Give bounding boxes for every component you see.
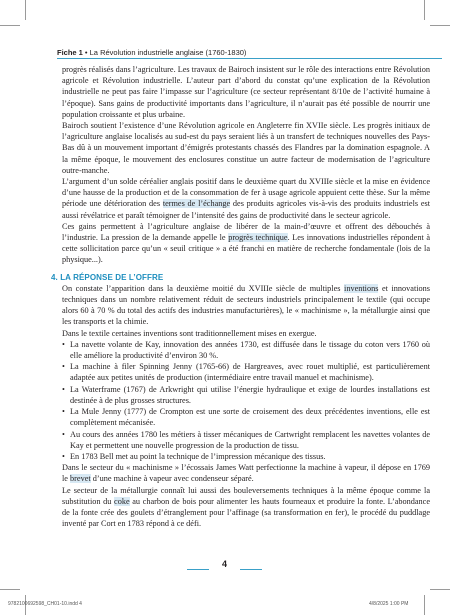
header-rule (57, 58, 442, 59)
crop-mark (424, 0, 425, 20)
page-number-rule-right (240, 569, 262, 570)
crop-mark (430, 25, 450, 26)
text-run: Ces gains permettent à l’agriculture anglaise de libérer de la main-d’œuvre et offrent des débouchés à l’industrie. La pression de la demande appelle le (62, 221, 430, 243)
paragraph: Dans le textile certaines inventions sont traditionnellement mises en exergue. (62, 328, 317, 338)
text-run: et innovations techniques dans un nombre relativement réduit de secteurs industriels principalement le textile (qui occupe alors 60 à 70 % du total des actifs des industries manufacturières), le « machinisme », la métallurgie ainsi que les transports et la chimie. (62, 283, 431, 327)
running-header (57, 48, 437, 57)
text-run: On constate l’apparition dans la deuxième moitié du XVIIIe siècle de multiples (62, 283, 345, 293)
section-title: 4. LA RÉPONSE DE L’OFFRE (51, 272, 164, 282)
glossary-term-highlight: coke (114, 496, 130, 506)
paragraph (62, 485, 430, 530)
text-run: L’argument d’un solde céréalier anglais positif dans le deuxième quart du XVIIIe siècle et la mise en évidence d’une hausse de la production et de la consommation de fer à usage agricole appuient cette thèse. Sur la même période une détérioration des (62, 177, 430, 209)
print-slug-file: 9782100692598_CH01-10.indd 4 (8, 601, 82, 607)
page-number-rule-left (187, 569, 209, 570)
text-run: Le secteur de la métallurgie connaît lui aussi des bouleversements techniques à la même époque comme la substitution du (62, 485, 430, 506)
text-run: d’une machine à vapeur avec condenseur séparé. (90, 474, 254, 484)
crop-mark (0, 25, 20, 26)
text-run: Dans le secteur du « machinisme » l’écossais James Watt perfectionne la machine à vapeur, il dépose en 1769 le (62, 463, 430, 484)
paragraph (62, 221, 430, 266)
glossary-term-highlight: progrès technique (228, 233, 288, 243)
bullet-list (62, 339, 430, 462)
text-run: des produits agricoles vis-à-vis des produits industriels est aussi révélatrice et paraît témoigner de l’intensité des gains de productivité dans le secteur agricole. (62, 199, 431, 220)
paragraph: Bairoch soutient l’existence d’une Révolution agricole en Angleterre fin XVIIe siècle. Les progrès initiaux de l’agriculture anglaise localisés au sud-est du pays seraient liés à un transfert de techniques nouvelles des Pays-Bas dû à un mouvement important d’émigrés protestants chassés des Flandres par la domination espagnole. A la même époque, le mouvement des enclosures constitue un autre facteur de modernisation de l’agriculture outre-manche. (62, 121, 430, 175)
list-item: • La machine à filer Spinning Jenny (1765-66) de Hargreaves, avec rouet multiplié, est particulièrement adaptée aux petites unités de production (intermédiaire entre travail manuel et machinisme). (62, 361, 430, 383)
glossary-term-highlight: brevet (70, 474, 91, 484)
page-body (51, 64, 431, 529)
text-run: . Les innovations industrielles répondent à cette sollicitation parce qu’un « seuil critique » a été franchi en matière de recherche fondamentale (lois de la physique...). (62, 233, 430, 265)
list-item: • La navette volante de Kay, innovation des années 1730, est diffusée dans le tissage du coton vers 1760 où elle améliore la productivité d’environ 30 %. (62, 339, 430, 361)
print-slug-date: 4/8/2025 1:00 PM (369, 601, 409, 607)
list-item: • La Mule Jenny (1777) de Crompton est une sorte de croisement des deux précédentes inventions, elle est complètement mécanisée. (62, 406, 430, 428)
crop-mark (430, 589, 450, 590)
crop-mark (424, 595, 425, 615)
page-number: 4 (222, 559, 228, 569)
crop-mark (0, 589, 20, 590)
list-item: • La Waterframe (1767) de Arkwright qui utilise l’énergie hydraulique et exige de lourdes installations est destinée à de plus grosses structures. (62, 384, 430, 406)
glossary-term-highlight: termes de l’échange (162, 199, 231, 209)
paragraph (62, 176, 430, 221)
glossary-term-highlight: inventions (344, 283, 379, 293)
list-item: • En 1783 Bell met au point la technique de l’impression mécanique des tissus. (62, 451, 430, 462)
crop-mark (25, 0, 26, 20)
text-run: au charbon de bois pour alimenter les hauts fourneaux et produire la fonte. L’abondance de la fonte crée des goulets d’étranglement pour l’affinage (sa transformation en fer), le procédé du puddlage inventé par Cort en 1783 répond à ce défi. (62, 496, 430, 529)
header-title: • La Révolution industrielle anglaise (1760-1830) (82, 48, 247, 57)
list-item: • Au cours des années 1780 les métiers à tisser mécaniques de Cartwright remplacent les navettes volantes de Kay et permettent une nouvelle progression de la production de tissu. (62, 429, 430, 451)
paragraph (62, 283, 430, 328)
paragraph: progrès réalisés dans l’agriculture. Les travaux de Bairoch insistent sur le rôle des interactions entre Révolution agricole et Révolution industrielle. L’auteur part d’abord du constat qu’une explication de la Révolution industrielle ne peut pas faire l’impasse sur l’agriculture (ce secteur représentant 8/10e de l’activité humaine à l’époque). Sans gains de productivité importants dans l’agriculture, il n’aurait pas été possible de nourrir une population croissante et plus urbaine. (62, 65, 430, 119)
header-fiche: Fiche 1 (57, 48, 83, 57)
paragraph (62, 462, 430, 484)
